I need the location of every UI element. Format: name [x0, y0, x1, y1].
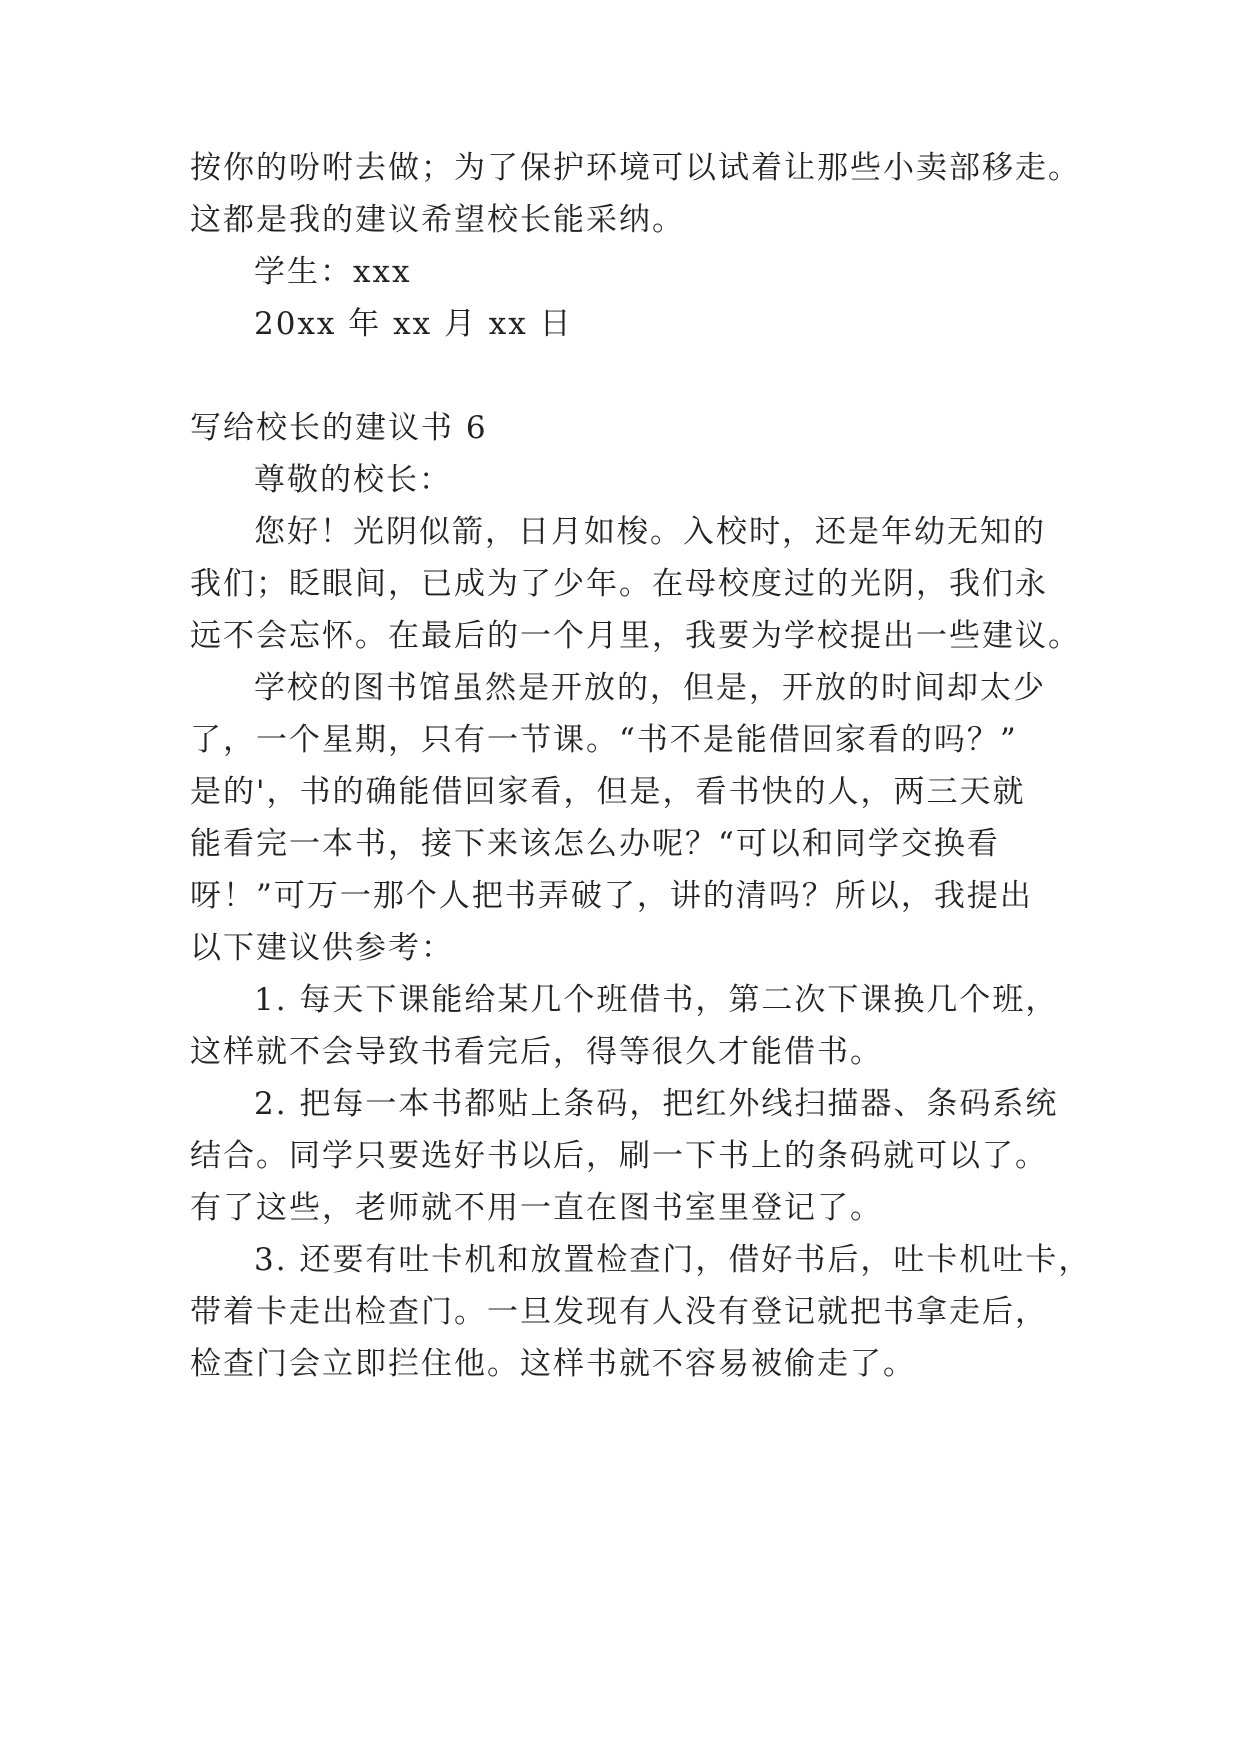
body-text-line: 您好！光阴似箭，日月如梭。入校时，还是年幼无知的: [254, 514, 1046, 550]
signature-date: 20xx 年 xx 月 xx 日: [254, 306, 573, 342]
list-item-text: 2. 把每一本书都贴上条码，把红外线扫描器、条码系统: [254, 1086, 1059, 1122]
section-heading: 写给校长的建议书 6: [190, 410, 488, 446]
list-item-text: 结合。同学只要选好书以后，刷一下书上的条码就可以了。: [190, 1138, 1048, 1174]
list-item-text: 1. 每天下课能给某几个班借书，第二次下课换几个班，: [254, 982, 1059, 1018]
body-text-line: 能看完一本书，接下来该怎么办呢？“可以和同学交换看: [190, 826, 1000, 862]
list-item-text: 带着卡走出检查门。一旦发现有人没有登记就把书拿走后，: [190, 1294, 1048, 1330]
list-item-text: 3. 还要有吐卡机和放置检查门，借好书后，吐卡机吐卡，: [254, 1242, 1092, 1278]
list-item-text: 检查门会立即拦住他。这样书就不容易被偷走了。: [190, 1346, 916, 1382]
salutation: 尊敬的校长：: [254, 462, 452, 498]
list-item-text: 有了这些，老师就不用一直在图书室里登记了。: [190, 1190, 883, 1226]
body-text-line: 呀！”可万一那个人把书弄破了，讲的清吗？所以，我提出: [190, 878, 1033, 914]
body-text-line: 这都是我的建议希望校长能采纳。: [190, 202, 685, 238]
body-text-line: 以下建议供参考：: [190, 930, 454, 966]
body-text-line: 按你的吩咐去做；为了保护环境可以试着让那些小卖部移走。: [190, 150, 1081, 186]
body-text-line: 学校的图书馆虽然是开放的，但是，开放的时间却太少: [254, 670, 1046, 706]
body-text-line: 我们；眨眼间，已成为了少年。在母校度过的光阴，我们永: [190, 566, 1048, 602]
body-text-line: 是的'，书的确能借回家看，但是，看书快的人，两三天就: [190, 774, 1026, 810]
body-text-line: 了，一个星期，只有一节课。“书不是能借回家看的吗？”: [190, 722, 1018, 758]
signature-student: 学生：xxx: [254, 254, 412, 290]
list-item-text: 这样就不会导致书看完后，得等很久才能借书。: [190, 1034, 883, 1070]
body-text-line: 远不会忘怀。在最后的一个月里，我要为学校提出一些建议。: [190, 618, 1081, 654]
